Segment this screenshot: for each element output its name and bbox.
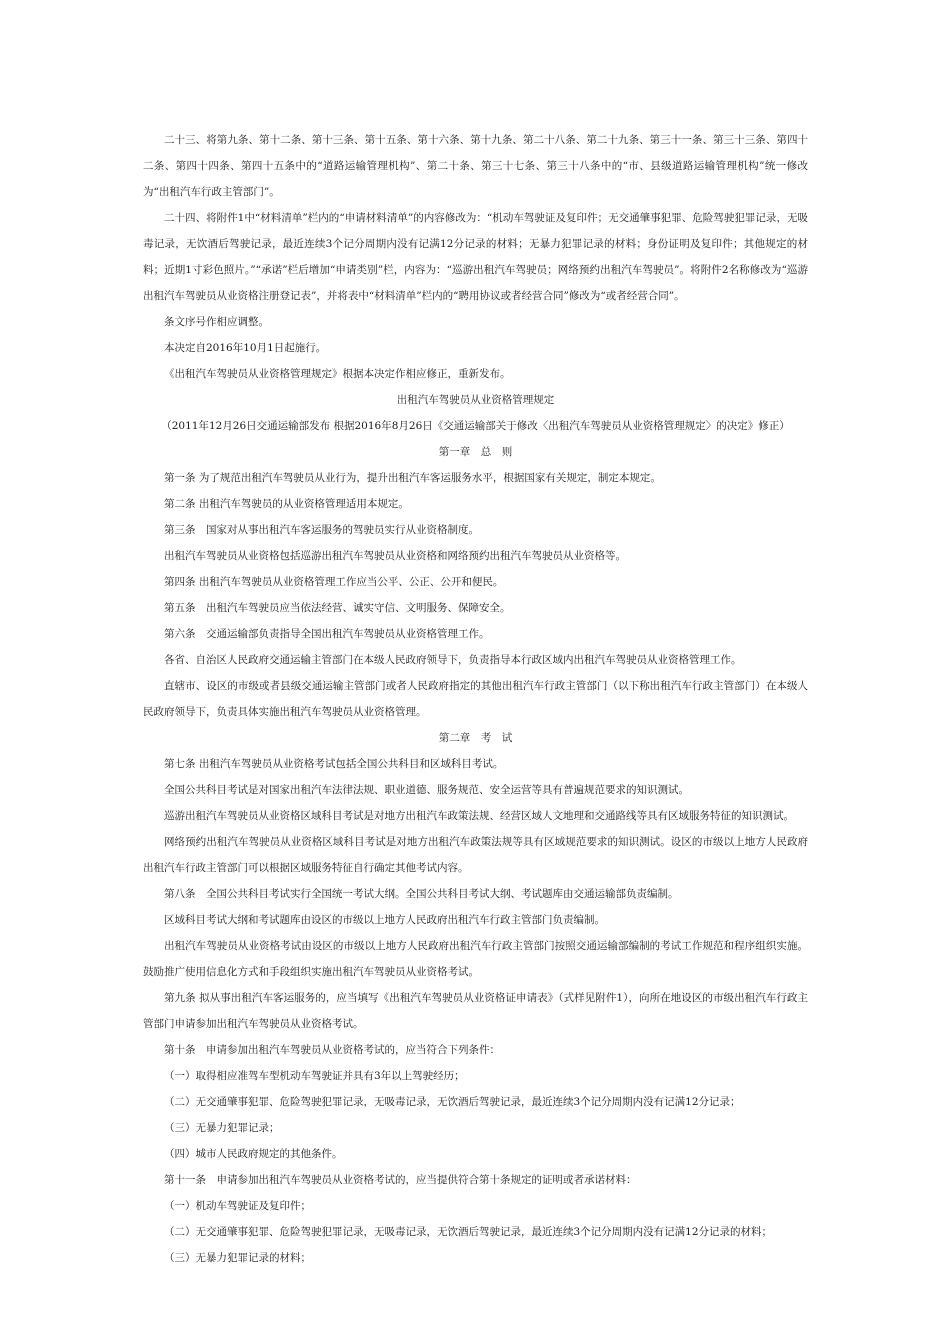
paragraph: 直辖市、设区的市级或者县级交通运输主管部门或者人民政府指定的其他出租汽车行政主管部门（以下称出租汽车行政主管部门）在本级人民政府领导下，负责具体实施出租汽车驾驶员从业资格管理。 [143, 680, 808, 718]
paragraph: （二）无交通肇事犯罪、危险驾驶犯罪记录，无吸毒记录，无饮酒后驾驶记录，最近连续3个记分周期内没有记满12分记录； [164, 1096, 741, 1108]
paragraph: 二十四、将附件1中“材料清单”栏内的“申请材料清单”的内容修改为：“机动车驾驶证及复印件；无交通肇事犯罪、危险驾驶犯罪记录，无吸毒记录，无饮酒后驾驶记录，最近连续3个记分周期内没有记满12分记录的材料；无暴力犯罪记录的材料；身份证明及复印件；其他规定的材料；近期1寸彩色照片。”“承诺”栏后增加“申请类别”栏，内容为：“巡游出租汽车驾驶员；网络预约出租汽车驾驶员”。将附件2名称修改为“巡游出租汽车驾驶员从业资格注册登记表”，并将表中“材料清单”栏内的“聘用协议或者经营合同”修改为“或者经营合同”。 [143, 212, 808, 302]
paragraph: 第六条 交通运输部负责指导全国出租汽车驾驶员从业资格管理工作。 [164, 628, 490, 640]
paragraph: （三）无暴力犯罪记录； [164, 1122, 280, 1134]
document-body [143, 127, 808, 1271]
paragraph: 第九条 拟从事出租汽车客运服务的，应当填写《出租汽车驾驶员从业资格证申请表》（式样见附件1），向所在地设区的市级出租汽车行政主管部门申请参加出租汽车驾驶员从业资格考试。 [143, 992, 808, 1030]
heading: 第二章 考 试 [438, 732, 513, 744]
paragraph: 网络预约出租汽车驾驶员从业资格区域科目考试是对地方出租汽车政策法规等具有区域规范要求的知识测试。设区的市级以上地方人民政府出租汽车行政主管部门可以根据区域服务特征自行确定其他考试内容。 [143, 836, 808, 874]
paragraph: 二十三、将第九条、第十二条、第十三条、第十五条、第十六条、第十九条、第二十八条、第二十九条、第三十一条、第三十三条、第四十二条、第四十四条、第四十五条中的“道路运输管理机构”、第二十条、第三十七条、第三十八条中的“市、县级道路运输管理机构”统一修改为“出租汽车行政主管部门”。 [143, 134, 808, 198]
paragraph: 第二条 出租汽车驾驶员的从业资格管理适用本规定。 [164, 498, 409, 510]
paragraph: 条文序号作相应调整。 [164, 316, 269, 328]
paragraph: 第一条 为了规范出租汽车驾驶员从业行为，提升出租汽车客运服务水平，根据国家有关规定，制定本规定。 [164, 472, 661, 484]
paragraph: 区域科目考试大纲和考试题库由设区的市级以上地方人民政府出租汽车行政主管部门负责编制。 [164, 914, 605, 926]
paragraph: 第三条 国家对从事出租汽车客运服务的驾驶员实行从业资格制度。 [164, 524, 479, 536]
paragraph: （一）取得相应准驾车型机动车驾驶证并具有3年以上驾驶经历； [164, 1070, 465, 1082]
heading: 出租汽车驾驶员从业资格管理规定 [396, 394, 555, 406]
paragraph: 第七条 出租汽车驾驶员从业资格考试包括全国公共科目和区域科目考试。 [164, 758, 504, 770]
heading: （2011年12月26日交通运输部发布 根据2016年8月26日《交通运输部关于修改〈出租汽车驾驶员从业资格管理规定〉的决定》修正） [161, 420, 790, 432]
paragraph: 全国公共科目考试是对国家出租汽车法律法规、职业道德、服务规范、安全运营等具有普遍规范要求的知识测试。 [164, 784, 689, 796]
paragraph: （一）机动车驾驶证及复印件； [164, 1200, 311, 1212]
paragraph: 《出租汽车驾驶员从业资格管理规定》根据本决定作相应修正，重新发布。 [164, 368, 511, 380]
paragraph: （三）无暴力犯罪记录的材料； [164, 1252, 311, 1264]
paragraph: （二）无交通肇事犯罪、危险驾驶犯罪记录，无吸毒记录，无饮酒后驾驶记录，最近连续3个记分周期内没有记满12分记录的材料； [164, 1226, 773, 1238]
paragraph: 第四条 出租汽车驾驶员从业资格管理工作应当公平、公正、公开和便民。 [164, 576, 504, 588]
paragraph: 第十条 申请参加出租汽车驾驶员从业资格考试的，应当符合下列条件： [164, 1044, 500, 1056]
paragraph: 第五条 出租汽车驾驶员应当依法经营、诚实守信、文明服务、保障安全。 [164, 602, 511, 614]
paragraph: 出租汽车驾驶员从业资格包括巡游出租汽车驾驶员从业资格和网络预约出租汽车驾驶员从业资格等。 [164, 550, 626, 562]
paragraph: 本决定自2016年10月1日起施行。 [164, 342, 327, 354]
heading: 第一章 总 则 [438, 446, 513, 458]
paragraph: 各省、自治区人民政府交通运输主管部门在本级人民政府领导下，负责指导本行政区域内出租汽车驾驶员从业资格管理工作。 [164, 654, 742, 666]
paragraph: 出租汽车驾驶员从业资格考试由设区的市级以上地方人民政府出租汽车行政主管部门按照交通运输部编制的考试工作规范和程序组织实施。鼓励推广使用信息化方式和手段组织实施出租汽车驾驶员从业资格考试。 [143, 940, 808, 978]
paragraph: 第八条 全国公共科目考试实行全国统一考试大纲。全国公共科目考试大纲、考试题库由交通运输部负责编制。 [164, 888, 679, 900]
paragraph: 第十一条 申请参加出租汽车驾驶员从业资格考试的，应当提供符合第十条规定的证明或者承诺材料： [164, 1174, 637, 1186]
paragraph: 巡游出租汽车驾驶员从业资格区域科目考试是对地方出租汽车政策法规、经营区域人文地理和交通路线等具有区域服务特征的知识测试。 [164, 810, 794, 822]
paragraph: （四）城市人民政府规定的其他条件。 [164, 1148, 343, 1160]
